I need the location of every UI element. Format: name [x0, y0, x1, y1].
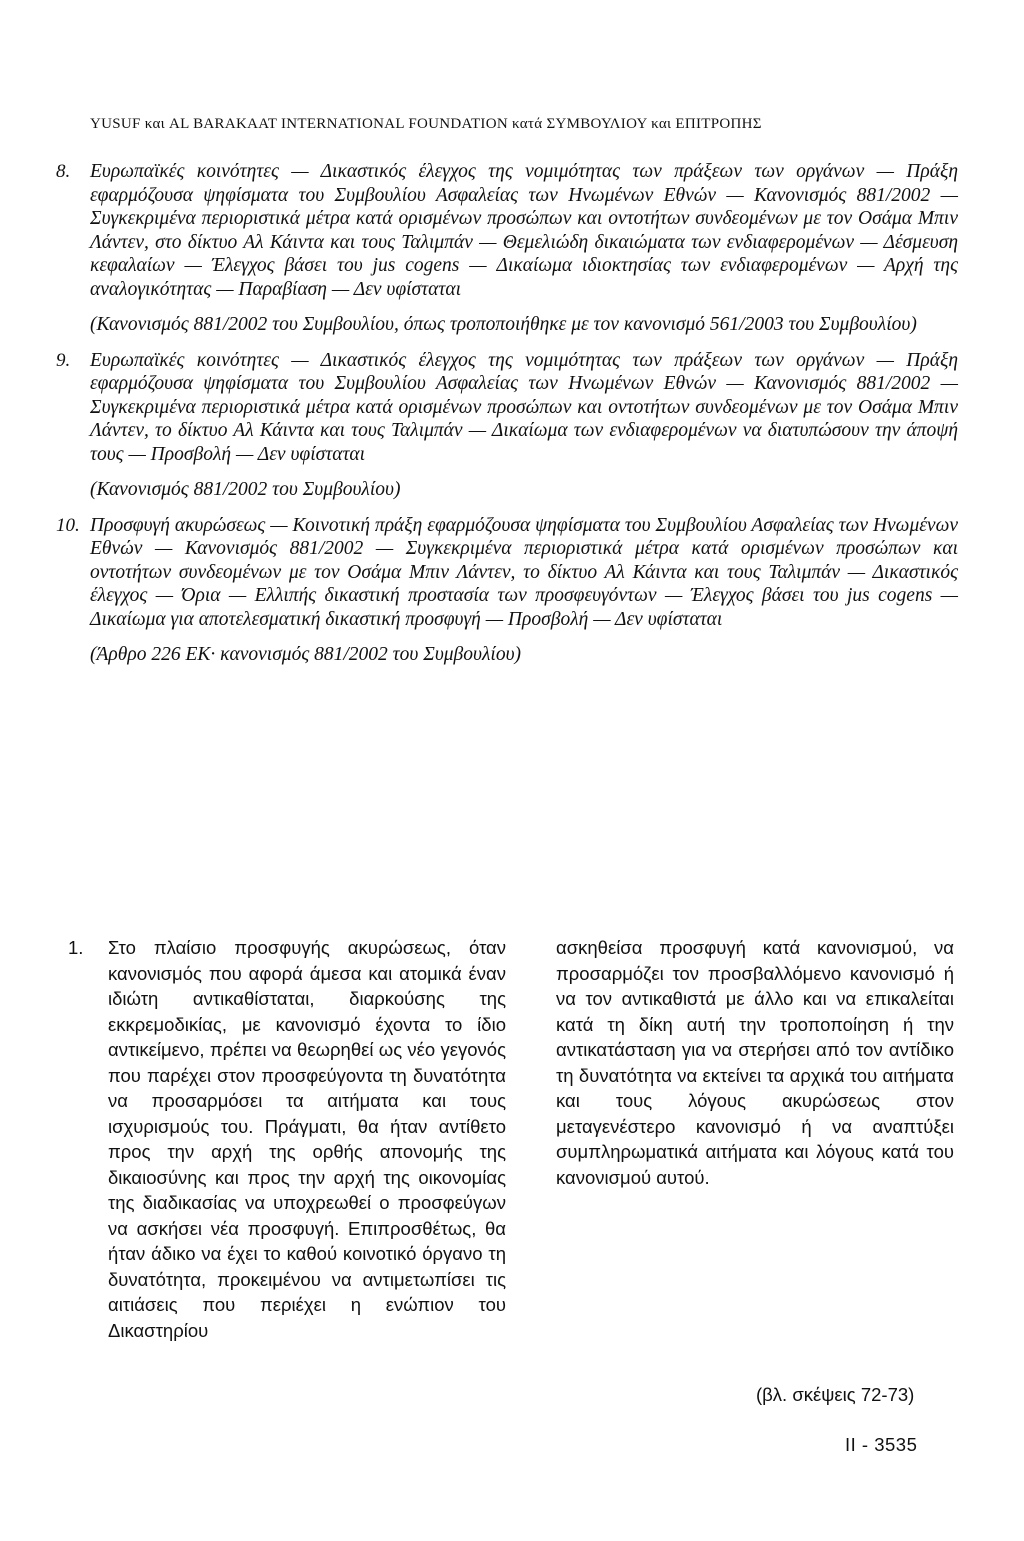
right-column-text: ασκηθείσα προσφυγή κατά κανονισμού, να προσαρμόζει τον προσβαλλόμενο κανονισμό ή να τον αντικαθιστά με άλλο και να επικαλείται κατά τη δίκη αυτή την τροποποίηση ή την αντικατάσταση για να στερήσει από τον αντίδικο τη δυνατότητα να εκτείνει τα αρχικά του αιτήματα και τους λόγους ακυρώσεως στον μεταγενέστερο κανονισμό ή να αναπτύξει συμπληρωματικά αιτήματα και λόγους κατά του κανονισμού αυτού.: [556, 937, 954, 1188]
summary-text: Ευρωπαϊκές κοινότητες — Δικαστικός έλεγχος της νομιμότητας των πράξεων των οργάνων — Πράξη εφαρμόζουσα ψηφίσματα του Συμβουλίου Ασφαλείας των Ηνωμένων Εθνών — Κανονισμός 881/2002 — Συγκεκριμένα περιοριστικά μέτρα κατά ορισμένων προσώπων και οντοτήτων συνδεομένων με τον Οσάμα Μπιν Λάντεν, το δίκτυο Αλ Κάιντα και τους Ταλιμπάν — Δικαίωμα των ενδιαφερομένων να διατυπώσουν την άποψή τους — Προσβολή — Δεν υφίσταται: [90, 349, 958, 465]
paragraph-number: 1.: [68, 937, 84, 958]
page-number: II - 3535: [845, 1434, 918, 1455]
right-column: [556, 935, 954, 1343]
summary-text: Ευρωπαϊκές κοινότητες — Δικαστικός έλεγχος της νομιμότητας των πράξεων των οργάνων — Πράξη εφαρμόζουσα ψηφίσματα του Συμβουλίου Ασφαλείας των Ηνωμένων Εθνών — Κανονισμός 881/2002 — Συγκεκριμένα περιοριστικά μέτρα κατά ορισμένων προσώπων και οντοτήτων συνδεομένων με τον Οσάμα Μπιν Λάντεν, στο δίκτυο Αλ Κάιντα και τους Ταλιμπάν — Θεμελιώδη δικαιώματα των ενδιαφερομένων — Δέσμευση κεφαλαίων — Έλεγχος βάσει του jus cogens — Δικαίωμα ιδιοκτησίας των ενδιαφερομένων — Αρχή της αναλογικότητας — Παραβίαση — Δεν υφίσταται: [90, 161, 958, 300]
summary-entry: [56, 160, 958, 337]
summary-reference: (Άρθρο 226 ΕΚ· κανονισμός 881/2002 του Συμβουλίου): [90, 644, 522, 665]
body-columns: [68, 935, 954, 1343]
summary-entry: [56, 514, 958, 667]
summary-list: [56, 160, 958, 679]
left-column: [68, 935, 506, 1343]
summary-reference: (Κανονισμός 881/2002 του Συμβουλίου, όπως τροποποιήθηκε με τον κανονισμό 561/2003 του Συμβουλίου): [90, 314, 917, 335]
summary-number: 10.: [56, 514, 80, 536]
summary-number: 8.: [56, 161, 71, 182]
summary-number: 9.: [56, 349, 71, 371]
running-header: YUSUF και AL BARAKAAT INTERNATIONAL FOUNDATION κατά ΣΥΜΒΟΥΛΙΟΥ και ΕΠΙΤΡΟΠΗΣ: [90, 116, 762, 132]
summary-entry: [56, 349, 958, 502]
summary-reference: (Κανονισμός 881/2002 του Συμβουλίου): [90, 479, 401, 500]
left-column-text: Στο πλαίσιο προσφυγής ακυρώσεως, όταν κανονισμός που αφορά άμεσα και ατομικά έναν ιδιώτη αντικαθίσταται, διαρκούσης της εκκρεμοδικίας, με κανονισμό έχοντα το ίδιο αντικείμενο, πρέπει να θεωρηθεί ως νέο γεγονός που παρέχει στον προσφεύγοντα τη δυνατότητα να προσαρμόσει τα αιτήματα και τους ισχυρισμούς του. Πράγματι, θα ήταν αντίθετο προς την αρχή της ορθής απονομής της δικαιοσύνης και προς την αρχή της οικονομίας της διαδικασίας να υποχρεωθεί ο προσφεύγων να ασκήσει νέα προσφυγή. Επιπροσθέτως, θα ήταν άδικο να έχει το καθού κοινοτικό όργανο τη δυνατότητα, προκειμένου να αντιμετωπίσει τις αιτιάσεις που περιέχει η ενώπιον του Δικαστηρίου: [108, 937, 506, 1341]
paragraph-reference: (βλ. σκέψεις 72-73): [756, 1384, 915, 1405]
summary-text: Προσφυγή ακυρώσεως — Κοινοτική πράξη εφαρμόζουσα ψηφίσματα του Συμβουλίου Ασφαλείας των Ηνωμένων Εθνών — Κανονισμός 881/2002 — Συγκεκριμένα περιοριστικά μέτρα κατά ορισμένων προσώπων και οντοτήτων συνδεομένων με τον Οσάμα Μπιν Λάντεν, το δίκτυο Αλ Κάιντα και τους Ταλιμπάν — Δικαστικός έλεγχος — Όρια — Ελλιπής δικαστική προστασία των προσφευγόντων — Έλεγχος βάσει του jus cogens — Δικαίωμα για αποτελεσματική δικαστική προσφυγή — Προσβολή — Δεν υφίσταται: [90, 514, 958, 630]
